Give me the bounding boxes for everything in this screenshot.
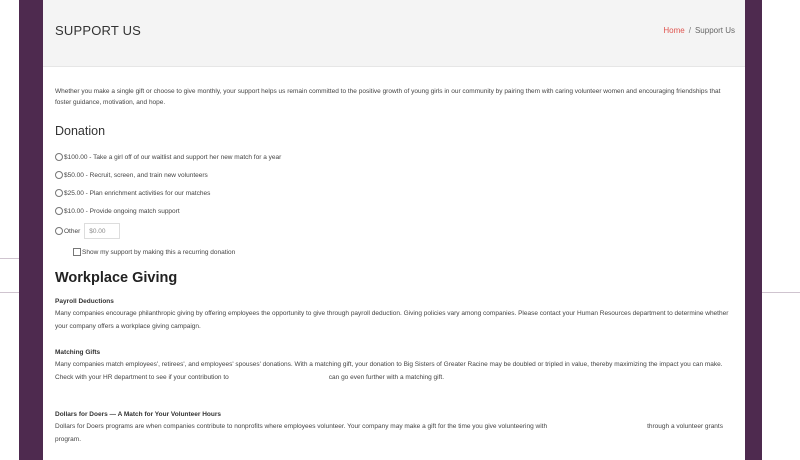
page-title: SUPPORT US: [55, 23, 142, 38]
donation-heading: Donation: [55, 124, 106, 138]
divider-line: [762, 292, 800, 293]
matching-heading: Matching Gifts: [55, 349, 101, 356]
intro-paragraph: Whether you make a single gift or choose to give monthly, your support helps us remain committed to the positive growth of young girls in our community by pairing them with caring volunteer women and encouraging friendships that foster guidance, motivation, and hope.: [55, 88, 721, 106]
donation-option-label: $100.00 - Take a girl off of our waitlist and support her new match for a year: [64, 153, 282, 161]
breadcrumb-separator: /: [688, 26, 691, 35]
recurring-label: Show my support by making this a recurring donation: [82, 248, 236, 256]
donation-option-other[interactable]: [55, 223, 120, 239]
dollars-for-doers-paragraph: [55, 421, 737, 446]
radio-button[interactable]: [55, 189, 63, 197]
outer-background-right: [762, 0, 800, 460]
doers-text-a: Dollars for Doers programs are when companies contribute to nonprofits where employees volunteer. Your company may make a gift for the time you give volunteering with: [55, 423, 548, 430]
radio-button[interactable]: [55, 171, 63, 179]
dollars-for-doers-heading: Dollars for Doers — A Match for Your Volunteer Hours: [55, 411, 222, 418]
donation-option-label: $50.00 - Recruit, screen, and train new volunteers: [64, 171, 208, 179]
donation-option-label: Other: [64, 227, 81, 235]
other-amount-input[interactable]: $0.00: [84, 223, 120, 239]
donation-option-25[interactable]: [55, 189, 210, 197]
payroll-heading: Payroll Deductions: [55, 298, 114, 305]
workplace-giving-heading: Workplace Giving: [55, 270, 178, 286]
breadcrumb-home-link[interactable]: Home: [663, 26, 685, 35]
outer-background-left: [0, 0, 19, 460]
matching-text-a: Many companies match employees', retirees', and employees' spouses' donations. With a matching gift, your donation to Big Sisters of Greater Racine may be doubled or tripled in value, thereby maximizing the impact you can make. Check with your HR department to see if your contribution to: [55, 361, 723, 381]
donation-option-label: $10.00 - Provide ongoing match support: [64, 207, 180, 215]
frame-left: [19, 0, 43, 460]
frame-right: [745, 0, 762, 460]
breadcrumb-current: Support Us: [694, 26, 735, 35]
radio-button[interactable]: [55, 207, 63, 215]
breadcrumb: [663, 26, 735, 35]
recurring-checkbox[interactable]: [73, 248, 81, 256]
doers-text-b: through a volunteer grants program.: [55, 423, 723, 443]
matching-paragraph: [55, 359, 737, 384]
payroll-paragraph: Many companies encourage philanthropic giving by offering employees the opportunity to give through payroll deduction. Giving policies vary among companies. Please contact your Human Resources department to determine whether your company offers a workplace giving campaign.: [55, 310, 729, 330]
radio-button[interactable]: [55, 227, 63, 235]
main-content: [43, 0, 745, 460]
donation-option-10[interactable]: [55, 207, 180, 215]
donation-option-label: $25.00 - Plan enrichment activities for our matches: [64, 189, 211, 197]
divider-line: [0, 258, 19, 259]
radio-button[interactable]: [55, 153, 63, 161]
recurring-donation-checkbox-row[interactable]: [73, 248, 235, 256]
donation-option-100[interactable]: [55, 153, 281, 161]
page-title-bar: [43, 0, 745, 67]
divider-line: [0, 292, 19, 293]
matching-text-b: can go even further with a matching gift.: [328, 373, 445, 381]
donation-option-50[interactable]: [55, 171, 208, 179]
